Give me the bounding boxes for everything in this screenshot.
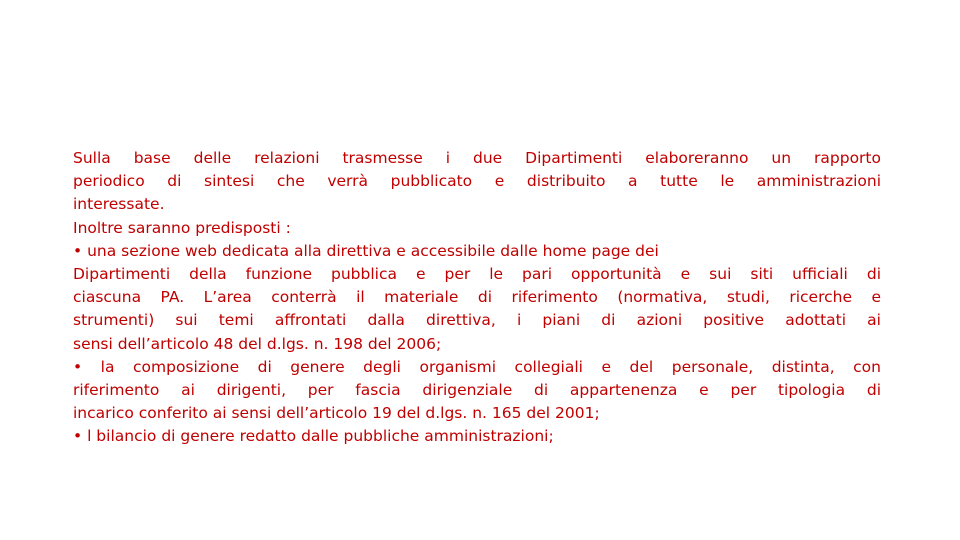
text-line: Dipartimenti della funzione pubblica e per le pari opportunità e sui siti ufficiali di <box>73 265 881 284</box>
text-line: Inoltre saranno predisposti : <box>73 218 291 237</box>
text-line: Sulla base delle relazioni trasmesse i due Dipartimenti elaboreranno un rapporto <box>73 149 881 167</box>
text-line: interessate. <box>73 195 165 214</box>
text-line: riferimento ai dirigenti, per fascia dirigenziale di appartenenza e per tipologia di <box>73 381 881 400</box>
body-text <box>73 147 881 449</box>
text-line: sensi dell’articolo 48 del d.lgs. n. 198 del 2006; <box>73 334 442 353</box>
text-line: ciascuna PA. L’area conterrà il materiale di riferimento (normativa, studi, ricerche e <box>73 288 881 307</box>
text-line: periodico di sintesi che verrà pubblicato e distribuito a tutte le amministrazioni <box>73 172 881 191</box>
bullet-item: • una sezione web dedicata alla direttiva e accessibile dalle home page dei <box>73 241 659 260</box>
text-line: incarico conferito ai sensi dell’articolo 19 del d.lgs. n. 165 del 2001; <box>73 404 600 423</box>
bullet-item: • la composizione di genere degli organismi collegiali e del personale, distinta, con <box>73 357 881 376</box>
text-line: strumenti) sui temi affrontati dalla direttiva, i piani di azioni positive adottati ai <box>73 311 881 330</box>
bullet-item: • l bilancio di genere redatto dalle pubbliche amministrazioni; <box>73 427 554 446</box>
